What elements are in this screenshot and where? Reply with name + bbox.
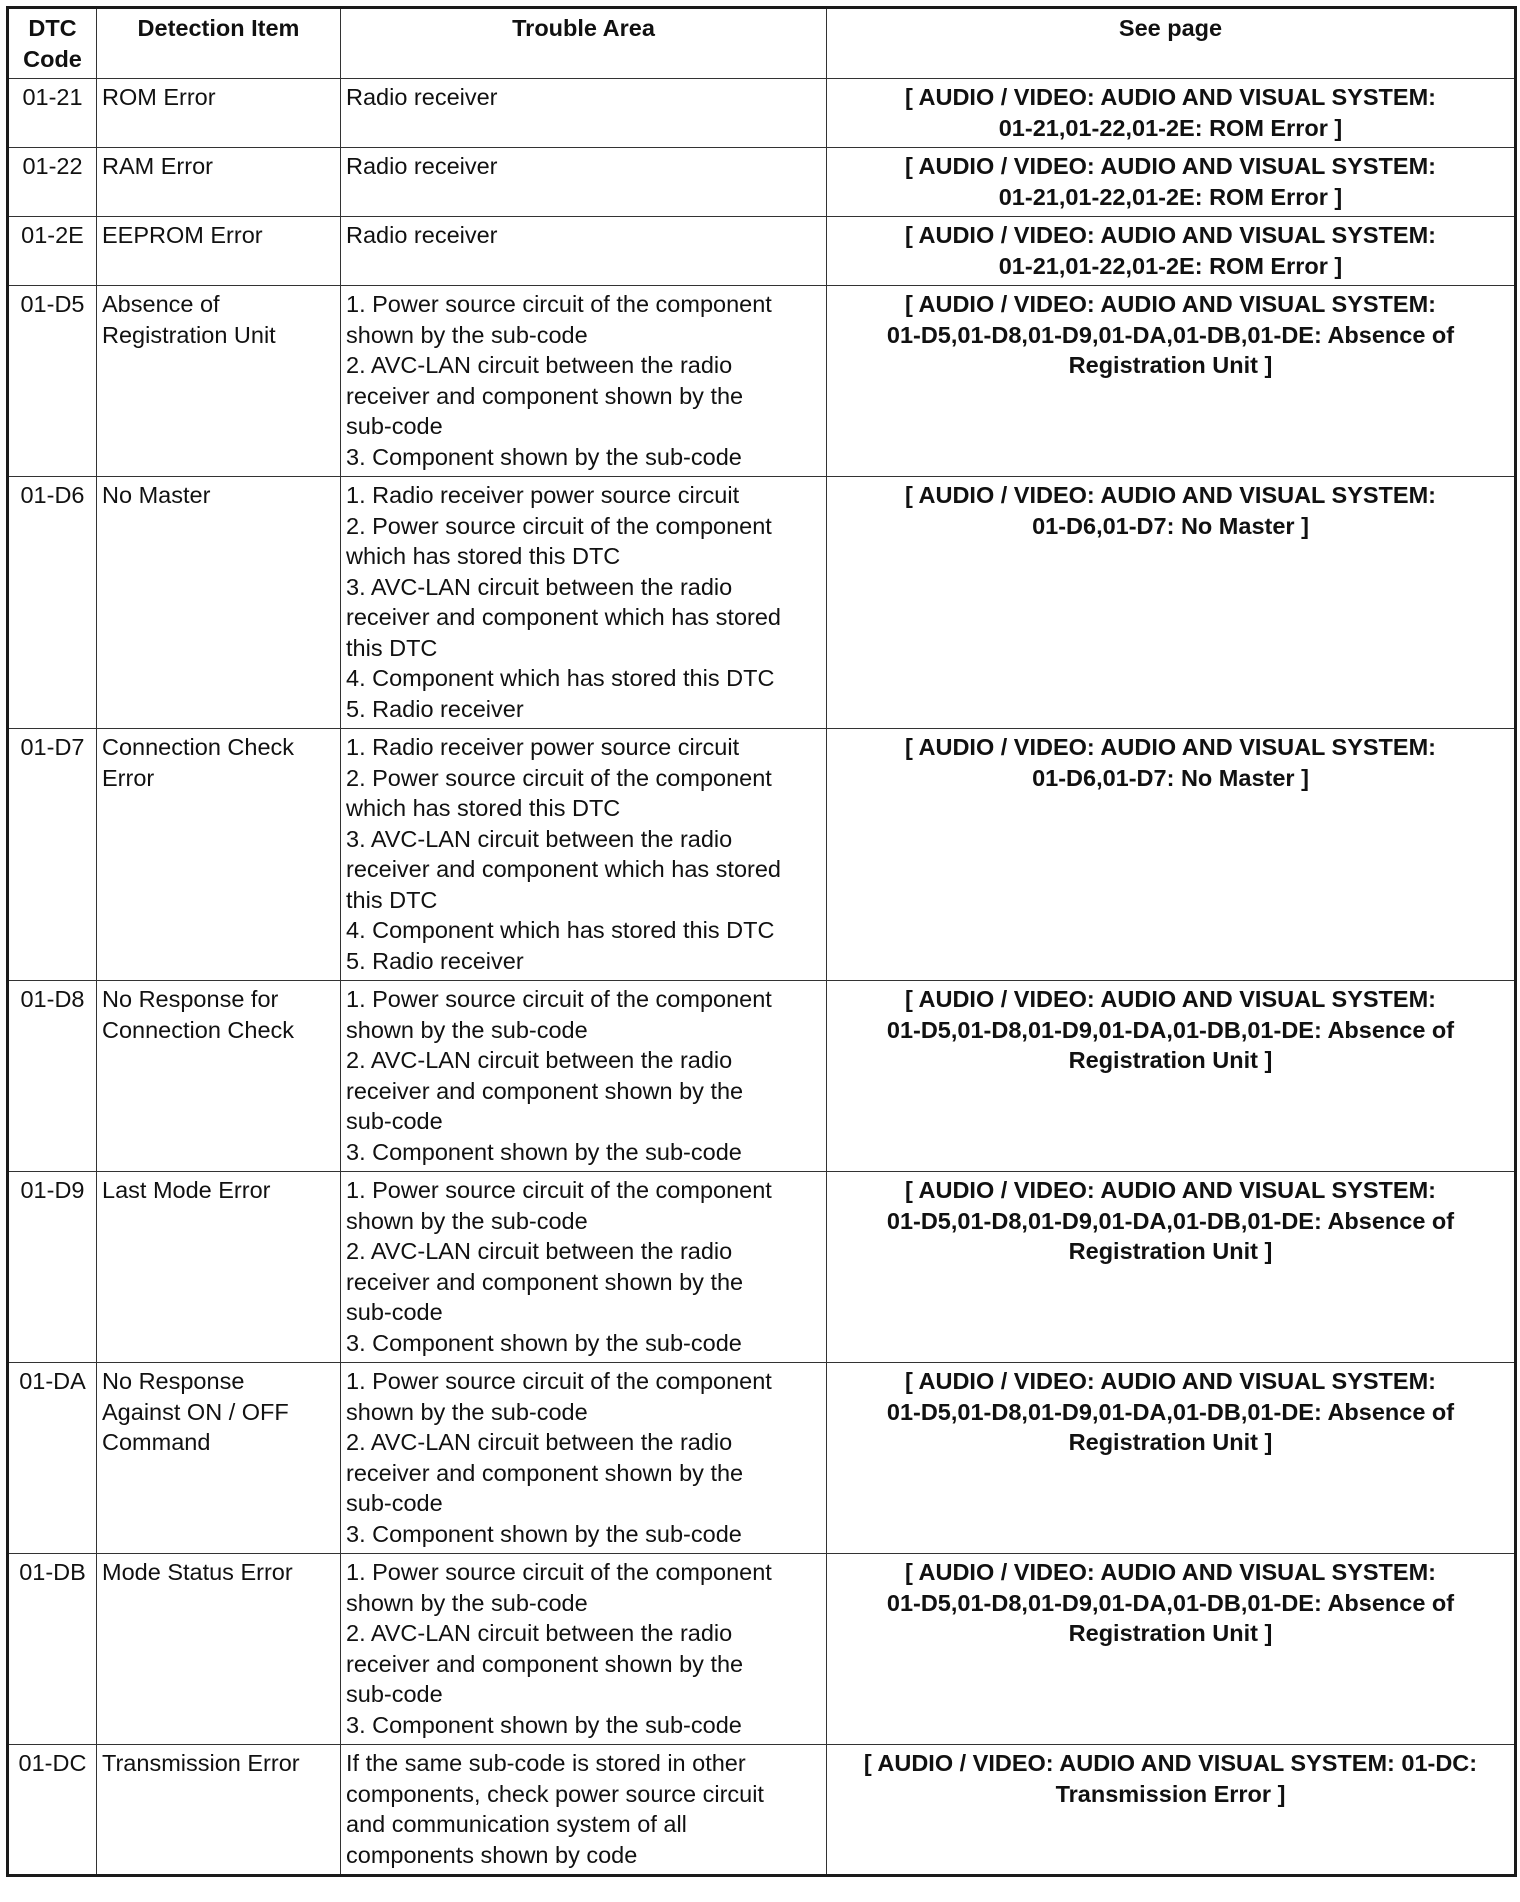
- trouble-area-cell: [341, 148, 827, 217]
- dtc-code-cell: 01-DA: [8, 1363, 97, 1554]
- dtc-code-cell: 01-D5: [8, 286, 97, 477]
- trouble-area-line: which has stored this DTC: [346, 543, 621, 569]
- trouble-area-line: Radio receiver: [346, 222, 498, 248]
- table-row: [8, 217, 1516, 286]
- see-page-line: 01-21,01-22,01-2E: ROM Error ]: [998, 252, 1343, 279]
- see-page-line: [ AUDIO / VIDEO: AUDIO AND VISUAL SYSTEM:: [905, 291, 1436, 317]
- header-dtc-code: [8, 8, 97, 79]
- see-page-line: [ AUDIO / VIDEO: AUDIO AND VISUAL SYSTEM:: [905, 1559, 1436, 1585]
- header-row: [8, 8, 1516, 79]
- see-page-line: [ AUDIO / VIDEO: AUDIO AND VISUAL SYSTEM:: [905, 222, 1436, 248]
- see-page-line: Registration Unit ]: [1068, 1238, 1273, 1264]
- table-row: [8, 1745, 1516, 1876]
- trouble-area-line: 2. AVC-LAN circuit between the radio: [346, 1047, 733, 1073]
- trouble-area-line: 1. Power source circuit of the component: [346, 986, 772, 1012]
- trouble-area-cell: [341, 981, 827, 1172]
- trouble-area-line: receiver and component shown by the: [346, 1459, 744, 1486]
- trouble-area-line: and communication system of all: [346, 1811, 687, 1837]
- trouble-area-line: receiver and component shown by the: [346, 1268, 744, 1295]
- trouble-area-line: 3. AVC-LAN circuit between the radio: [346, 573, 733, 600]
- see-page-cell: [827, 286, 1516, 477]
- see-page-line: Registration Unit ]: [1068, 352, 1273, 378]
- header-see-page: See page: [827, 8, 1516, 79]
- detection-item-line: Registration Unit: [102, 321, 276, 348]
- trouble-area-line: 2. AVC-LAN circuit between the radio: [346, 1429, 733, 1455]
- trouble-area-line: sub-code: [346, 1108, 443, 1134]
- see-page-cell: [827, 217, 1516, 286]
- trouble-area-line: 5. Radio receiver: [346, 947, 524, 974]
- trouble-area-line: shown by the sub-code: [346, 321, 588, 348]
- trouble-area-line: 1. Power source circuit of the component: [346, 1368, 772, 1394]
- trouble-area-line: 3. Component shown by the sub-code: [346, 1520, 742, 1547]
- see-page-cell: [827, 148, 1516, 217]
- see-page-line: [ AUDIO / VIDEO: AUDIO AND VISUAL SYSTEM:: [905, 1177, 1436, 1203]
- detection-item-line: EEPROM Error: [102, 222, 263, 248]
- header-trouble-area: Trouble Area: [341, 8, 827, 79]
- dtc-code-cell: 01-D9: [8, 1172, 97, 1363]
- detection-item-cell: [97, 1554, 341, 1745]
- trouble-area-cell: [341, 1745, 827, 1876]
- trouble-area-line: receiver and component which has stored: [346, 856, 781, 882]
- trouble-area-line: sub-code: [346, 1681, 443, 1707]
- see-page-line: 01-D5,01-D8,01-D9,01-DA,01-DB,01-DE: Absence of: [886, 1016, 1455, 1043]
- trouble-area-line: 3. AVC-LAN circuit between the radio: [346, 825, 733, 852]
- trouble-area-line: 4. Component which has stored this DTC: [346, 665, 775, 691]
- trouble-area-cell: [341, 217, 827, 286]
- see-page-cell: [827, 1745, 1516, 1876]
- trouble-area-line: components shown by code: [346, 1841, 638, 1868]
- detection-item-line: Against ON / OFF: [102, 1398, 289, 1425]
- see-page-line: 01-D5,01-D8,01-D9,01-DA,01-DB,01-DE: Absence of: [886, 1589, 1455, 1616]
- header-detection-item: Detection Item: [97, 8, 341, 79]
- see-page-line: [ AUDIO / VIDEO: AUDIO AND VISUAL SYSTEM:: [905, 734, 1436, 760]
- trouble-area-line: 4. Component which has stored this DTC: [346, 917, 775, 943]
- trouble-area-line: 2. Power source circuit of the component: [346, 764, 772, 791]
- table-row: [8, 148, 1516, 217]
- see-page-line: Registration Unit ]: [1068, 1620, 1273, 1646]
- trouble-area-line: 3. Component shown by the sub-code: [346, 1138, 742, 1165]
- trouble-area-line: 3. Component shown by the sub-code: [346, 443, 742, 470]
- trouble-area-line: this DTC: [346, 634, 438, 661]
- trouble-area-line: sub-code: [346, 1299, 443, 1325]
- table-row: [8, 1172, 1516, 1363]
- detection-item-cell: [97, 1745, 341, 1876]
- trouble-area-line: shown by the sub-code: [346, 1207, 588, 1234]
- detection-item-line: Connection Check: [102, 1016, 295, 1043]
- table-row: [8, 1554, 1516, 1745]
- detection-item-line: No Master: [102, 482, 211, 508]
- trouble-area-line: 3. Component shown by the sub-code: [346, 1329, 742, 1356]
- trouble-area-cell: [341, 79, 827, 148]
- detection-item-cell: [97, 981, 341, 1172]
- trouble-area-line: which has stored this DTC: [346, 795, 621, 821]
- trouble-area-cell: [341, 1363, 827, 1554]
- see-page-line: [ AUDIO / VIDEO: AUDIO AND VISUAL SYSTEM:: [905, 986, 1436, 1012]
- table-row: [8, 286, 1516, 477]
- dtc-code-cell: 01-D7: [8, 729, 97, 981]
- trouble-area-line: receiver and component shown by the: [346, 1650, 744, 1677]
- header-dtc-code-line: Code: [23, 45, 82, 72]
- detection-item-line: Absence of: [102, 291, 220, 317]
- trouble-area-cell: [341, 1554, 827, 1745]
- trouble-area-cell: [341, 286, 827, 477]
- see-page-line: Registration Unit ]: [1068, 1429, 1273, 1455]
- trouble-area-line: 1. Radio receiver power source circuit: [346, 482, 740, 508]
- trouble-area-line: sub-code: [346, 413, 443, 439]
- trouble-area-line: 1. Power source circuit of the component: [346, 1177, 772, 1203]
- trouble-area-line: components, check power source circuit: [346, 1780, 764, 1807]
- see-page-cell: [827, 729, 1516, 981]
- trouble-area-line: receiver and component shown by the: [346, 382, 744, 409]
- trouble-area-line: 2. AVC-LAN circuit between the radio: [346, 1238, 733, 1264]
- see-page-line: [ AUDIO / VIDEO: AUDIO AND VISUAL SYSTEM:: [905, 153, 1436, 179]
- see-page-line: 01-21,01-22,01-2E: ROM Error ]: [998, 114, 1343, 141]
- see-page-cell: [827, 477, 1516, 729]
- table-row: [8, 79, 1516, 148]
- trouble-area-line: If the same sub-code is stored in other: [346, 1750, 746, 1776]
- table-row: [8, 729, 1516, 981]
- see-page-cell: [827, 1363, 1516, 1554]
- table-row: [8, 477, 1516, 729]
- trouble-area-line: Radio receiver: [346, 84, 498, 110]
- see-page-line: 01-21,01-22,01-2E: ROM Error ]: [998, 183, 1343, 210]
- table-row: [8, 1363, 1516, 1554]
- table-body: [8, 79, 1516, 1876]
- trouble-area-line: receiver and component which has stored: [346, 604, 781, 630]
- dtc-code-cell: 01-21: [8, 79, 97, 148]
- trouble-area-line: sub-code: [346, 1490, 443, 1516]
- trouble-area-line: shown by the sub-code: [346, 1589, 588, 1616]
- trouble-area-line: shown by the sub-code: [346, 1016, 588, 1043]
- detection-item-cell: [97, 1172, 341, 1363]
- detection-item-cell: [97, 1363, 341, 1554]
- trouble-area-line: receiver and component shown by the: [346, 1077, 744, 1104]
- trouble-area-line: 2. AVC-LAN circuit between the radio: [346, 1620, 733, 1646]
- dtc-code-cell: 01-D8: [8, 981, 97, 1172]
- detection-item-line: ROM Error: [102, 84, 216, 110]
- see-page-cell: [827, 1554, 1516, 1745]
- trouble-area-line: 2. AVC-LAN circuit between the radio: [346, 352, 733, 378]
- see-page-line: Registration Unit ]: [1068, 1047, 1273, 1073]
- detection-item-line: Connection Check: [102, 734, 295, 760]
- detection-item-cell: [97, 477, 341, 729]
- see-page-line: [ AUDIO / VIDEO: AUDIO AND VISUAL SYSTEM:: [905, 84, 1436, 110]
- trouble-area-cell: [341, 477, 827, 729]
- detection-item-line: Last Mode Error: [102, 1177, 271, 1203]
- trouble-area-line: this DTC: [346, 886, 438, 913]
- trouble-area-line: 1. Power source circuit of the component: [346, 1559, 772, 1585]
- detection-item-line: Command: [102, 1429, 211, 1455]
- detection-item-line: No Response: [102, 1368, 245, 1394]
- see-page-line: 01-D5,01-D8,01-D9,01-DA,01-DB,01-DE: Absence of: [886, 1207, 1455, 1234]
- see-page-line: [ AUDIO / VIDEO: AUDIO AND VISUAL SYSTEM:: [905, 1368, 1436, 1394]
- detection-item-cell: [97, 217, 341, 286]
- detection-item-cell: [97, 286, 341, 477]
- table-row: [8, 981, 1516, 1172]
- detection-item-cell: [97, 79, 341, 148]
- see-page-line: 01-D6,01-D7: No Master ]: [1032, 764, 1309, 791]
- detection-item-cell: [97, 729, 341, 981]
- detection-item-line: Mode Status Error: [102, 1559, 293, 1585]
- detection-item-line: RAM Error: [102, 153, 213, 179]
- see-page-line: [ AUDIO / VIDEO: AUDIO AND VISUAL SYSTEM:: [905, 482, 1436, 508]
- trouble-area-line: 3. Component shown by the sub-code: [346, 1711, 742, 1738]
- trouble-area-line: 2. Power source circuit of the component: [346, 512, 772, 539]
- dtc-code-cell: 01-DB: [8, 1554, 97, 1745]
- dtc-code-cell: 01-22: [8, 148, 97, 217]
- trouble-area-line: Radio receiver: [346, 153, 498, 179]
- header-dtc-code-line: DTC: [28, 15, 77, 41]
- dtc-table: [6, 6, 1517, 1877]
- see-page-line: [ AUDIO / VIDEO: AUDIO AND VISUAL SYSTEM: 01-DC:: [863, 1750, 1478, 1776]
- trouble-area-cell: [341, 729, 827, 981]
- see-page-cell: [827, 1172, 1516, 1363]
- dtc-code-cell: 01-2E: [8, 217, 97, 286]
- see-page-cell: [827, 981, 1516, 1172]
- trouble-area-line: 1. Power source circuit of the component: [346, 291, 772, 317]
- see-page-line: 01-D5,01-D8,01-D9,01-DA,01-DB,01-DE: Absence of: [886, 1398, 1455, 1425]
- see-page-cell: [827, 79, 1516, 148]
- see-page-line: Transmission Error ]: [1055, 1780, 1286, 1807]
- detection-item-line: No Response for: [102, 986, 279, 1012]
- see-page-line: 01-D6,01-D7: No Master ]: [1032, 512, 1309, 539]
- trouble-area-line: shown by the sub-code: [346, 1398, 588, 1425]
- trouble-area-line: 5. Radio receiver: [346, 695, 524, 722]
- detection-item-cell: [97, 148, 341, 217]
- dtc-code-cell: 01-DC: [8, 1745, 97, 1876]
- dtc-code-cell: 01-D6: [8, 477, 97, 729]
- trouble-area-cell: [341, 1172, 827, 1363]
- detection-item-line: Error: [102, 764, 155, 791]
- see-page-line: 01-D5,01-D8,01-D9,01-DA,01-DB,01-DE: Absence of: [886, 321, 1455, 348]
- detection-item-line: Transmission Error: [102, 1750, 300, 1776]
- trouble-area-line: 1. Radio receiver power source circuit: [346, 734, 740, 760]
